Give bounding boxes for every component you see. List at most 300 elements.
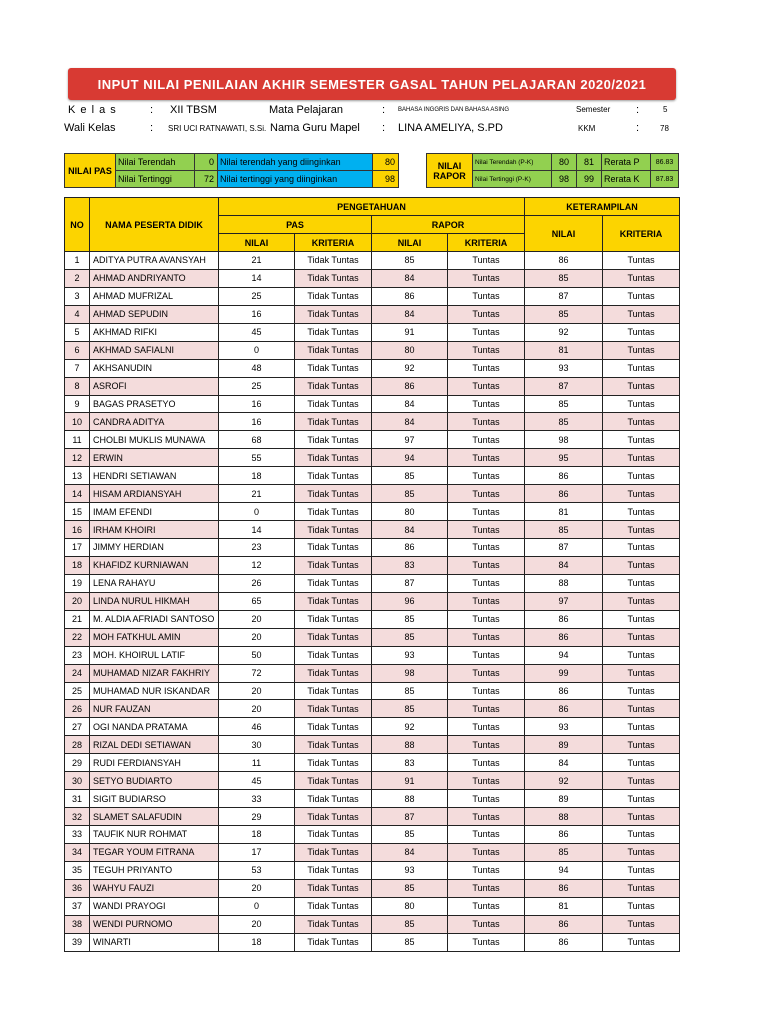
row-no: 24 [65,664,90,682]
pas-nilai-input[interactable]: 16 [219,413,295,431]
keterampilan-nilai: 86 [525,252,603,270]
keterampilan-kriteria: Tuntas [603,323,680,341]
kkm-label: KKM [578,124,596,133]
row-no: 33 [65,826,90,844]
table-row [65,664,680,682]
table-row [65,574,680,592]
pas-nilai-input[interactable]: 14 [219,269,295,287]
keterampilan-kriteria: Tuntas [603,700,680,718]
rapor-nilai: 85 [372,628,448,646]
student-name: MOH FATKHUL AMIN [90,628,219,646]
rapor-nilai: 84 [372,521,448,539]
row-no: 2 [65,269,90,287]
pas-kriteria: Tidak Tuntas [295,377,372,395]
student-name: MUHAMAD NIZAR FAKHRIY [90,664,219,682]
table-row [65,808,680,826]
pas-nilai-input[interactable]: 18 [219,933,295,951]
keterampilan-nilai: 86 [525,467,603,485]
row-no: 22 [65,628,90,646]
row-no: 9 [65,395,90,413]
table-row [65,772,680,790]
row-no: 25 [65,682,90,700]
table-row [65,646,680,664]
guru-value: LINA AMELIYA, S.PD [398,122,503,134]
student-name: WANDI PRAYOGI [90,897,219,915]
keterampilan-kriteria: Tuntas [603,556,680,574]
header-keterampilan-nilai: NILAI [525,216,603,252]
header-rapor: RAPOR [372,216,525,234]
rapor-kriteria: Tuntas [448,359,525,377]
rapor-nilai: 85 [372,610,448,628]
rerata-p-label: Rerata P [601,153,651,171]
pas-kriteria: Tidak Tuntas [295,323,372,341]
table-row [65,252,680,270]
pas-nilai-input[interactable]: 11 [219,754,295,772]
student-name: RIZAL DEDI SETIAWAN [90,736,219,754]
student-name: SLAMET SALAFUDIN [90,808,219,826]
rapor-nilai: 92 [372,718,448,736]
pas-kriteria: Tidak Tuntas [295,700,372,718]
pas-kriteria: Tidak Tuntas [295,772,372,790]
pas-kriteria: Tidak Tuntas [295,915,372,933]
keterampilan-nilai: 86 [525,879,603,897]
page-title: INPUT NILAI PENILAIAN AKHIR SEMESTER GASAL TAHUN PELAJARAN 2020/2021 [68,68,676,100]
pas-kriteria: Tidak Tuntas [295,718,372,736]
pas-kriteria: Tidak Tuntas [295,431,372,449]
rapor-nilai: 83 [372,754,448,772]
row-no: 20 [65,592,90,610]
rapor-nilai: 92 [372,359,448,377]
header-pas-nilai: NILAI [219,234,295,252]
student-name: OGI NANDA PRATAMA [90,718,219,736]
rapor-nilai: 88 [372,736,448,754]
pas-nilai-input[interactable]: 45 [219,323,295,341]
student-name: TEGUH PRIYANTO [90,861,219,879]
pas-kriteria: Tidak Tuntas [295,449,372,467]
table-row [65,790,680,808]
rapor-tertinggi-label: Nilai Tertinggi (P-K) [472,170,552,188]
pas-kriteria: Tidak Tuntas [295,610,372,628]
student-name: CANDRA ADITYA [90,413,219,431]
rapor-kriteria: Tuntas [448,574,525,592]
keterampilan-kriteria: Tuntas [603,287,680,305]
row-no: 38 [65,915,90,933]
rapor-kriteria: Tuntas [448,377,525,395]
keterampilan-kriteria: Tuntas [603,879,680,897]
rapor-kriteria: Tuntas [448,287,525,305]
keterampilan-nilai: 92 [525,323,603,341]
keterampilan-nilai: 95 [525,449,603,467]
pas-kriteria: Tidak Tuntas [295,861,372,879]
keterampilan-kriteria: Tuntas [603,790,680,808]
rapor-kriteria: Tuntas [448,664,525,682]
rapor-nilai: 84 [372,843,448,861]
semester-value: 5 [663,105,668,114]
rapor-kriteria: Tuntas [448,592,525,610]
pas-kriteria: Tidak Tuntas [295,413,372,431]
rapor-terendah-label: Nilai Terendah (P-K) [472,153,552,171]
keterampilan-nilai: 86 [525,700,603,718]
pas-kriteria: Tidak Tuntas [295,341,372,359]
keterampilan-nilai: 98 [525,431,603,449]
table-row [65,897,680,915]
header-keterampilan: KETERAMPILAN [525,198,680,216]
rapor-kriteria: Tuntas [448,790,525,808]
keterampilan-kriteria: Tuntas [603,413,680,431]
rapor-nilai: 91 [372,323,448,341]
pas-nilai-input[interactable]: 50 [219,646,295,664]
pas-nilai-input[interactable]: 18 [219,826,295,844]
header-pas-kriteria: KRITERIA [295,234,372,252]
row-no: 12 [65,449,90,467]
table-row [65,826,680,844]
pas-kriteria: Tidak Tuntas [295,556,372,574]
pas-kriteria: Tidak Tuntas [295,395,372,413]
row-no: 34 [65,843,90,861]
keterampilan-kriteria: Tuntas [603,485,680,503]
pas-nilai-input[interactable]: 20 [219,682,295,700]
pas-nilai-input[interactable]: 16 [219,395,295,413]
row-no: 4 [65,305,90,323]
rapor-nilai: 85 [372,467,448,485]
keterampilan-nilai: 99 [525,664,603,682]
rapor-nilai: 84 [372,395,448,413]
rapor-nilai: 85 [372,933,448,951]
rapor-kriteria: Tuntas [448,646,525,664]
pas-kriteria: Tidak Tuntas [295,359,372,377]
keterampilan-nilai: 94 [525,861,603,879]
rapor-nilai: 80 [372,341,448,359]
student-name: LINDA NURUL HIKMAH [90,592,219,610]
rapor-kriteria: Tuntas [448,754,525,772]
pas-nilai-input[interactable]: 0 [219,503,295,521]
pas-kriteria: Tidak Tuntas [295,879,372,897]
rapor-nilai: 87 [372,808,448,826]
pas-kriteria: Tidak Tuntas [295,736,372,754]
table-row [65,682,680,700]
student-name: M. ALDIA AFRIADI SANTOSO [90,610,219,628]
nilai-tertinggi-value: 72 [194,170,218,188]
student-name: AHMAD ANDRIYANTO [90,269,219,287]
pas-nilai-input[interactable]: 48 [219,359,295,377]
keterampilan-nilai: 86 [525,933,603,951]
pas-nilai-input[interactable]: 16 [219,305,295,323]
student-name: AKHMAD SAFIALNI [90,341,219,359]
table-row [65,449,680,467]
student-name: AKHMAD RIFKI [90,323,219,341]
student-name: WENDI PURNOMO [90,915,219,933]
rapor-kriteria: Tuntas [448,718,525,736]
rapor-kriteria: Tuntas [448,700,525,718]
keterampilan-nilai: 86 [525,610,603,628]
rapor-nilai: 85 [372,682,448,700]
table-row [65,700,680,718]
table-row [65,718,680,736]
pas-nilai-input[interactable]: 20 [219,610,295,628]
row-no: 21 [65,610,90,628]
keterampilan-kriteria: Tuntas [603,682,680,700]
student-name: MOH. KHOIRUL LATIF [90,646,219,664]
wali-value: SRI UCI RATNAWATI, S.Si. [168,124,267,133]
pas-nilai-input[interactable]: 17 [219,843,295,861]
rapor-nilai: 84 [372,413,448,431]
table-row [65,431,680,449]
rapor-nilai: 85 [372,915,448,933]
rapor-kriteria: Tuntas [448,269,525,287]
pas-nilai-input[interactable]: 21 [219,252,295,270]
pas-kriteria: Tidak Tuntas [295,646,372,664]
table-row [65,323,680,341]
nilai-rapor-label-line2: RAPOR [433,170,466,181]
rapor-kriteria: Tuntas [448,826,525,844]
keterampilan-kriteria: Tuntas [603,933,680,951]
rapor-kriteria: Tuntas [448,413,525,431]
nilai-rapor-label-line1: NILAI [437,160,462,171]
keterampilan-nilai: 81 [525,341,603,359]
rapor-nilai: 86 [372,287,448,305]
table-row [65,467,680,485]
pas-kriteria: Tidak Tuntas [295,826,372,844]
keterampilan-nilai: 81 [525,897,603,915]
table-row [65,879,680,897]
rapor-kriteria: Tuntas [448,467,525,485]
rapor-nilai: 91 [372,772,448,790]
table-row [65,413,680,431]
rapor-kriteria: Tuntas [448,503,525,521]
row-no: 18 [65,556,90,574]
keterampilan-nilai: 85 [525,305,603,323]
keterampilan-kriteria: Tuntas [603,646,680,664]
keterampilan-kriteria: Tuntas [603,449,680,467]
pas-nilai-input[interactable]: 25 [219,287,295,305]
student-name: JIMMY HERDIAN [90,539,219,557]
pas-kriteria: Tidak Tuntas [295,467,372,485]
mapel-label: Mata Pelajaran [269,104,343,116]
table-row [65,503,680,521]
row-no: 3 [65,287,90,305]
row-no: 19 [65,574,90,592]
pas-nilai-input[interactable]: 25 [219,377,295,395]
table-row [65,269,680,287]
row-no: 27 [65,718,90,736]
pas-nilai-input[interactable]: 68 [219,431,295,449]
mapel-value: BAHASA INGGRIS DAN BAHASA ASING [398,107,510,113]
keterampilan-nilai: 85 [525,521,603,539]
terendah-diinginkan-label: Nilai terendah yang diinginkan [217,153,373,171]
rapor-kriteria: Tuntas [448,323,525,341]
nilai-rapor-label [426,153,473,188]
table-row [65,341,680,359]
kelas-label: K e l a s [68,104,117,116]
table-row [65,539,680,557]
keterampilan-kriteria: Tuntas [603,772,680,790]
semester-sep: : [636,104,640,116]
header-rapor-kriteria: KRITERIA [448,234,525,252]
terendah-diinginkan-input[interactable]: 80 [372,153,399,171]
row-no: 6 [65,341,90,359]
pas-nilai-input[interactable]: 23 [219,539,295,557]
rapor-nilai: 85 [372,879,448,897]
student-name: CHOLBI MUKLIS MUNAWA [90,431,219,449]
rapor-kriteria: Tuntas [448,843,525,861]
pas-nilai-input[interactable]: 30 [219,736,295,754]
keterampilan-kriteria: Tuntas [603,664,680,682]
pas-kriteria: Tidak Tuntas [295,269,372,287]
table-row [65,556,680,574]
pas-nilai-input[interactable]: 0 [219,341,295,359]
table-row [65,521,680,539]
rapor-kriteria: Tuntas [448,808,525,826]
table-row [65,915,680,933]
rapor-nilai: 85 [372,252,448,270]
rapor-nilai: 97 [372,431,448,449]
nilai-tertinggi-label: Nilai Tertinggi [115,170,195,188]
pas-nilai-input[interactable]: 46 [219,718,295,736]
keterampilan-kriteria: Tuntas [603,395,680,413]
row-no: 35 [65,861,90,879]
pas-kriteria: Tidak Tuntas [295,843,372,861]
row-no: 30 [65,772,90,790]
keterampilan-nilai: 81 [525,503,603,521]
pas-nilai-input[interactable]: 29 [219,808,295,826]
row-no: 31 [65,790,90,808]
student-name: MUHAMAD NUR ISKANDAR [90,682,219,700]
rapor-kriteria: Tuntas [448,897,525,915]
row-no: 39 [65,933,90,951]
row-no: 7 [65,359,90,377]
wali-sep: : [150,122,154,134]
rapor-nilai: 86 [372,539,448,557]
keterampilan-kriteria: Tuntas [603,754,680,772]
pas-nilai-input[interactable]: 0 [219,897,295,915]
pas-nilai-input[interactable]: 20 [219,628,295,646]
student-name: NUR FAUZAN [90,700,219,718]
student-name: IRHAM KHOIRI [90,521,219,539]
table-row [65,485,680,503]
guru-sep: : [382,122,386,134]
kelas-sep: : [150,104,154,116]
pas-nilai-input[interactable]: 20 [219,915,295,933]
keterampilan-nilai: 86 [525,628,603,646]
pas-nilai-input[interactable]: 18 [219,467,295,485]
table-row [65,861,680,879]
keterampilan-nilai: 89 [525,736,603,754]
rapor-kriteria: Tuntas [448,521,525,539]
pas-kriteria: Tidak Tuntas [295,897,372,915]
rapor-terendah-p: 80 [551,153,577,171]
rapor-kriteria: Tuntas [448,252,525,270]
rapor-nilai: 86 [372,377,448,395]
student-name: ASROFI [90,377,219,395]
keterampilan-nilai: 85 [525,843,603,861]
header-rapor-nilai: NILAI [372,234,448,252]
rapor-kriteria: Tuntas [448,879,525,897]
rapor-kriteria: Tuntas [448,610,525,628]
rapor-nilai: 80 [372,897,448,915]
pas-nilai-input[interactable]: 65 [219,592,295,610]
keterampilan-kriteria: Tuntas [603,467,680,485]
rapor-kriteria: Tuntas [448,449,525,467]
pas-nilai-input[interactable]: 72 [219,664,295,682]
rapor-nilai: 80 [372,503,448,521]
row-no: 1 [65,252,90,270]
pas-nilai-input[interactable]: 55 [219,449,295,467]
rapor-nilai: 88 [372,790,448,808]
keterampilan-nilai: 86 [525,826,603,844]
keterampilan-kriteria: Tuntas [603,826,680,844]
pas-nilai-input[interactable]: 20 [219,700,295,718]
rapor-nilai: 85 [372,485,448,503]
rapor-nilai: 98 [372,664,448,682]
row-no: 10 [65,413,90,431]
pas-kriteria: Tidak Tuntas [295,754,372,772]
student-name: WAHYU FAUZI [90,879,219,897]
rapor-kriteria: Tuntas [448,736,525,754]
keterampilan-nilai: 85 [525,413,603,431]
semester-label: Semester [576,105,611,114]
row-no: 15 [65,503,90,521]
mapel-sep: : [382,104,386,116]
table-row [65,610,680,628]
rapor-nilai: 85 [372,700,448,718]
rapor-kriteria: Tuntas [448,556,525,574]
keterampilan-kriteria: Tuntas [603,915,680,933]
row-no: 36 [65,879,90,897]
pas-nilai-input[interactable]: 33 [219,790,295,808]
pas-nilai-input[interactable]: 14 [219,521,295,539]
row-no: 26 [65,700,90,718]
table-row [65,305,680,323]
rapor-tertinggi-k: 99 [576,170,602,188]
rapor-nilai: 87 [372,574,448,592]
student-name: SETYO BUDIARTO [90,772,219,790]
keterampilan-kriteria: Tuntas [603,610,680,628]
row-no: 8 [65,377,90,395]
pas-nilai-input[interactable]: 21 [219,485,295,503]
pas-nilai-input[interactable]: 12 [219,556,295,574]
nilai-terendah-label: Nilai Terendah [115,153,195,171]
keterampilan-kriteria: Tuntas [603,539,680,557]
keterampilan-kriteria: Tuntas [603,808,680,826]
pas-kriteria: Tidak Tuntas [295,790,372,808]
rapor-kriteria: Tuntas [448,395,525,413]
pas-nilai-input[interactable]: 53 [219,861,295,879]
row-no: 17 [65,539,90,557]
rapor-kriteria: Tuntas [448,933,525,951]
pas-kriteria: Tidak Tuntas [295,664,372,682]
pas-nilai-input[interactable]: 26 [219,574,295,592]
pas-kriteria: Tidak Tuntas [295,521,372,539]
pas-nilai-input[interactable]: 45 [219,772,295,790]
pas-nilai-input[interactable]: 20 [219,879,295,897]
rapor-nilai: 94 [372,449,448,467]
keterampilan-kriteria: Tuntas [603,305,680,323]
tertinggi-diinginkan-label: Nilai tertinggi yang diinginkan [217,170,373,188]
student-name: RUDI FERDIANSYAH [90,754,219,772]
header-pengetahuan: PENGETAHUAN [219,198,525,216]
pas-kriteria: Tidak Tuntas [295,933,372,951]
tertinggi-diinginkan-input[interactable]: 98 [372,170,399,188]
rapor-nilai: 85 [372,826,448,844]
keterampilan-kriteria: Tuntas [603,431,680,449]
keterampilan-nilai: 84 [525,556,603,574]
keterampilan-kriteria: Tuntas [603,843,680,861]
pas-kriteria: Tidak Tuntas [295,305,372,323]
row-no: 28 [65,736,90,754]
rapor-kriteria: Tuntas [448,485,525,503]
student-name: TEGAR YOUM FITRANA [90,843,219,861]
keterampilan-nilai: 85 [525,395,603,413]
